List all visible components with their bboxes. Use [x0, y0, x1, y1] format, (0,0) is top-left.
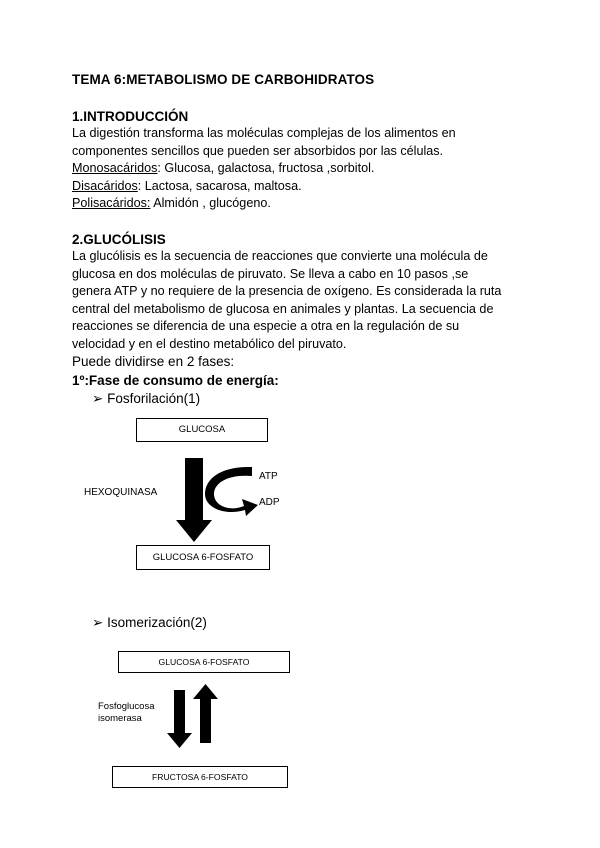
isomerasa-label [98, 701, 155, 725]
glucolisis-line-4: central del metabolismo de glucosa en animales y plantas. La secuencia de [72, 301, 494, 316]
mono-label: Monosacáridos [72, 161, 158, 176]
poli-text: Almidón , glucógeno. [150, 196, 271, 211]
up-arrow-icon [193, 684, 218, 743]
page-title: TEMA 6:METABOLISMO DE CARBOHIDRATOS [72, 72, 375, 87]
glucosa-box-label: GLUCOSA [178, 424, 226, 435]
glucolisis-line-5: reacciones se diferencia de una especie a otra en la regulación de su [72, 319, 460, 334]
atp-label: ATP [259, 471, 278, 482]
di-label: Disacáridos [72, 178, 138, 193]
hexoquinasa-label: HEXOQUINASA [84, 487, 158, 498]
glucolisis-line-3: genera ATP y no requiere de la presencia de oxígeno. Es considerada la ruta [72, 284, 502, 299]
di-text: : Lactosa, sacarosa, maltosa. [137, 178, 302, 193]
glucosa-6-fosfato-label-2: GLUCOSA 6-FOSFATO [158, 657, 250, 667]
isomerasa-line-2: isomerasa [98, 713, 142, 724]
intro-line-2: componentes sencillos que pueden ser absorbidos por las células. [72, 143, 444, 158]
step1-label: Fosforilación(1) [107, 391, 201, 406]
glucolisis-line-1: La glucólisis es la secuencia de reacciones que convierte una molécula de [72, 249, 488, 263]
phase1-heading: 1º:Fase de consumo de energía: [72, 373, 279, 388]
glucolisis-line-2: glucosa en dos moléculas de piruvato. Se lleva a cabo en 10 pasos ,se [72, 266, 469, 281]
isomerasa-line-1: Fosfoglucosa [98, 701, 155, 712]
intro-line-1: La digestión transforma las moléculas complejas de los alimentos en [72, 126, 456, 140]
mono-text: : Glucosa, galactosa, fructosa ,sorbitol. [157, 161, 375, 176]
glucolisis-line-6: velocidad y en el destino metabólico del piruvato. [72, 336, 347, 351]
intro-heading: 1.INTRODUCCIÓN [72, 109, 189, 124]
bullet-arrow-icon: ➢ [92, 615, 104, 630]
adp-label: ADP [259, 497, 280, 508]
down-arrow-icon [167, 690, 192, 748]
glucolisis-heading: 2.GLUCÓLISIS [72, 232, 166, 247]
phases-intro: Puede dividirse en 2 fases: [72, 354, 235, 369]
bullet-arrow-icon: ➢ [92, 391, 104, 406]
poli-label: Polisacáridos: [72, 196, 151, 211]
fructosa-6-fosfato-label: FRUCTOSA 6-FOSFATO [152, 772, 248, 782]
step2-label: Isomerización(2) [107, 615, 207, 630]
fructosa-6-fosfato-box [112, 766, 288, 788]
glucosa-6-fosfato-label: GLUCOSA 6-FOSFATO [152, 552, 254, 563]
